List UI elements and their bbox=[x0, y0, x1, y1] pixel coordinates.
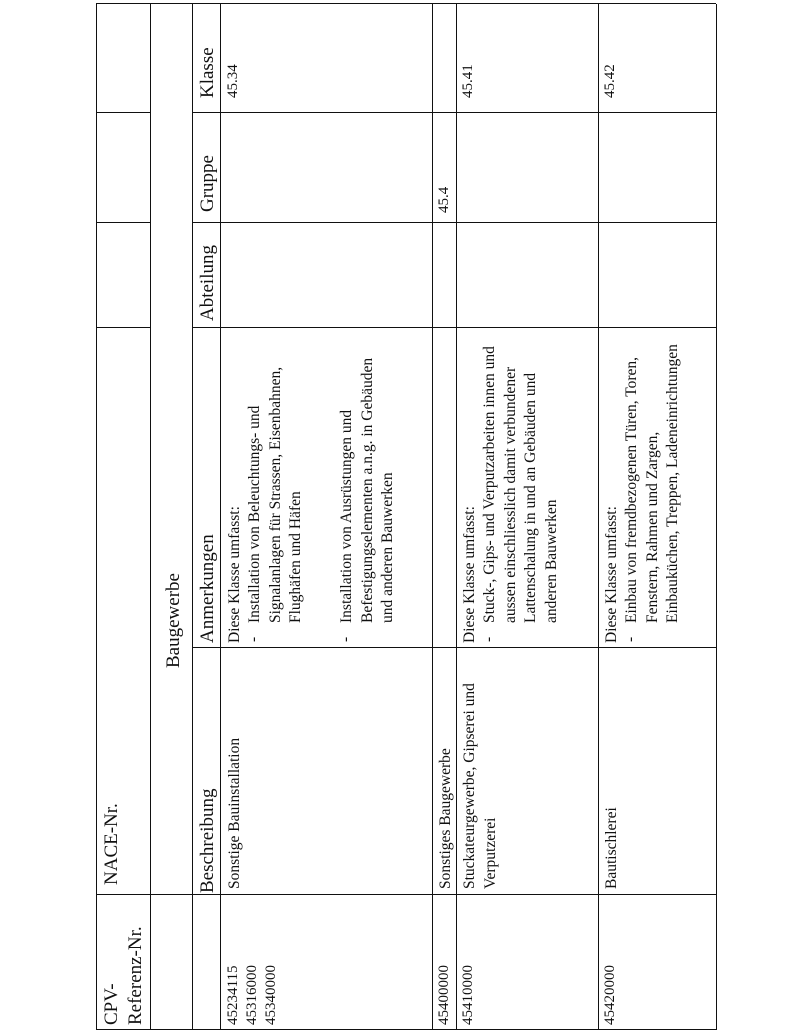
col-divider bbox=[192, 112, 716, 113]
row3-cpv-1: 45410000 bbox=[460, 965, 476, 1025]
row-divider bbox=[220, 4, 221, 1030]
header-beschreibung: Beschreibung bbox=[197, 788, 218, 893]
table-border-top bbox=[96, 4, 97, 1030]
row1-bullet-2: - bbox=[337, 636, 354, 642]
row3-anmerkungen-intro: Diese Klasse umfasst: bbox=[461, 506, 478, 643]
row-divider bbox=[150, 4, 151, 1030]
row1-cpv-2: 45316000 bbox=[244, 965, 260, 1025]
header-abteilung: Abteilung bbox=[197, 245, 218, 321]
row2-beschreibung: Sonstiges Baugewerbe bbox=[437, 748, 454, 889]
row4-klasse: 45.42 bbox=[602, 64, 618, 98]
col-divider bbox=[192, 647, 716, 648]
row-divider bbox=[432, 4, 433, 1030]
row-divider bbox=[598, 4, 599, 1030]
section-title: Baugewerbe bbox=[163, 573, 184, 668]
row4-anmerkungen-item-1: Einbau von fremdbezogenen Türen, Toren, Fenstern, Rahmen und Zargen, Einbauküchen, Treppen, Ladeneinrichtungen bbox=[623, 344, 681, 623]
row1-anmerkungen-item-2: Installation von Ausrüstungen und Befestigungselementen a.n.g. in Gebäuden und anderen Bauwerken bbox=[338, 357, 396, 623]
col-divider bbox=[96, 222, 150, 223]
row1-cpv-3: 45340000 bbox=[263, 965, 279, 1025]
row1-bullet-1: - bbox=[245, 636, 262, 642]
col-divider bbox=[192, 327, 716, 328]
row3-klasse: 45.41 bbox=[460, 64, 476, 98]
row2-gruppe: 45.4 bbox=[436, 186, 452, 213]
header-anmerkungen: Anmerkungen bbox=[197, 534, 218, 643]
row4-cpv-1: 45420000 bbox=[602, 965, 618, 1025]
row4-bullet-1: - bbox=[622, 636, 639, 642]
row1-anmerkungen-intro: Diese Klasse umfasst: bbox=[226, 506, 243, 643]
table-border-bottom bbox=[716, 4, 717, 1030]
row1-anmerkungen-item-1: Installation von Beleuchtungs- und Signalanlagen für Strassen, Eisenbahnen, Flughäfen und Häfen bbox=[246, 366, 304, 623]
table-border-left bbox=[96, 1029, 716, 1030]
row1-cpv-1: 45234115 bbox=[225, 965, 241, 1025]
col-divider bbox=[96, 327, 150, 328]
row4-beschreibung: Bautischlerei bbox=[603, 807, 620, 889]
row1-beschreibung: Sonstige Bauinstallation bbox=[226, 737, 243, 889]
row3-anmerkungen-item-1: Stuck-, Gips- und Verputzarbeiten innen und aussen einschliesslich damit verbundener Lattenschalung in und an Gebäuden und anderen Bauwerken bbox=[481, 346, 560, 623]
col-divider bbox=[192, 222, 716, 223]
col-divider bbox=[96, 894, 716, 895]
header-nace: NACE-Nr. bbox=[101, 803, 122, 885]
row3-bullet-1: - bbox=[480, 636, 497, 642]
table-border-right bbox=[96, 3, 716, 4]
header-cpv-line1: CPV- bbox=[101, 983, 122, 1025]
row2-cpv-1: 45400000 bbox=[436, 965, 452, 1025]
row1-klasse: 45.34 bbox=[225, 64, 241, 98]
row4-anmerkungen-intro: Diese Klasse umfasst: bbox=[603, 506, 620, 643]
col-divider bbox=[96, 112, 150, 113]
row3-beschreibung: Stuckateurgewerbe, Gipserei und Verputzerei bbox=[461, 683, 499, 889]
header-cpv-line2: Referenz-Nr. bbox=[125, 926, 146, 1025]
header-klasse: Klasse bbox=[197, 47, 218, 98]
header-gruppe: Gruppe bbox=[197, 155, 218, 212]
row-divider bbox=[192, 4, 193, 1030]
